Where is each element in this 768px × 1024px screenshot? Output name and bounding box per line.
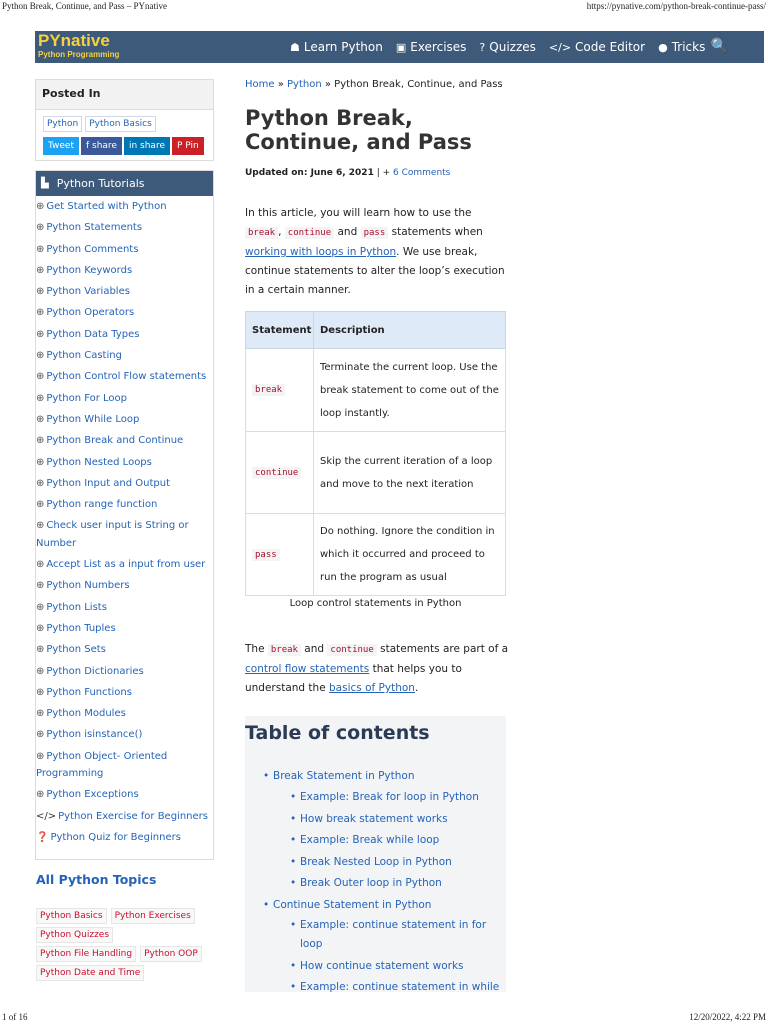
tag-python[interactable]: Python (43, 116, 82, 132)
tutorial-link-label: Python Variables (46, 286, 130, 298)
logo-subtitle: Python Programming (38, 50, 120, 59)
tutorial-link[interactable] (36, 283, 213, 301)
breadcrumb-separator: » (274, 79, 288, 90)
breadcrumb-python[interactable]: Python (287, 79, 322, 90)
arrow-circle-icon: ⊕ (36, 286, 45, 298)
tutorial-link[interactable] (36, 808, 213, 826)
tutorial-link-label: Python For Loop (46, 392, 128, 404)
tutorial-link[interactable] (36, 556, 213, 574)
text: statements when (388, 226, 483, 238)
statement-cell (246, 349, 314, 432)
arrow-circle-icon: ⊕ (36, 222, 45, 234)
text: and (300, 643, 328, 655)
arrow-circle-icon: ⊕ (36, 477, 45, 489)
tutorial-link-label: Python Numbers (46, 580, 130, 592)
tutorial-link-label: Python range function (46, 499, 158, 511)
tutorial-link-label: Python Functions (46, 686, 132, 698)
nav-tricks[interactable] (658, 40, 705, 54)
arrow-circle-icon: ⊕ (36, 435, 45, 447)
tutorials-list (36, 196, 213, 847)
inline-code: continue (285, 227, 334, 239)
nav-label: Tricks (671, 40, 706, 54)
arrow-circle-icon: ⊕ (36, 601, 45, 613)
control-flow-link[interactable]: control flow statements (245, 663, 370, 675)
tutorial-link[interactable] (36, 368, 213, 386)
tutorial-link-label: Accept List as a input from user (46, 559, 206, 571)
loop-control-table (245, 311, 506, 596)
arrow-circle-icon: ⊕ (36, 371, 45, 383)
tutorial-link[interactable] (36, 326, 213, 344)
body-paragraph (245, 640, 510, 698)
meta-separator: | + (373, 168, 393, 178)
tutorial-link-label: Python Sets (46, 644, 106, 656)
linkedin-share-button[interactable]: in share (124, 137, 170, 155)
topics-tags (36, 908, 216, 984)
exercise-icon: ▣ (395, 40, 407, 54)
arrow-circle-icon: ⊕ (36, 644, 45, 656)
text: . We use break, continue statements to alter the loop’s execution in a certain manner. (245, 246, 505, 296)
column-header: Description (314, 312, 506, 349)
tutorial-link[interactable] (36, 786, 213, 804)
tutorial-link-label: Python Operators (46, 307, 135, 319)
toc-subitem[interactable]: • Break Outer loop in Python (263, 873, 503, 895)
code-icon: </> (548, 40, 572, 54)
tutorial-link[interactable] (36, 432, 213, 450)
tutorial-link[interactable] (36, 475, 213, 493)
lightbulb-icon: ● (658, 40, 668, 54)
arrow-circle-icon: ⊕ (36, 580, 45, 592)
nav-menu (290, 31, 718, 63)
tutorial-link-label: Python Data Types (46, 328, 140, 340)
topic-tag[interactable]: Python File Handling (36, 946, 136, 962)
inline-code: continue (327, 644, 376, 656)
breadcrumb (245, 79, 503, 90)
toc-subitem[interactable]: • Example: Break while loop (263, 830, 503, 852)
inline-code: break (252, 384, 285, 396)
site-logo[interactable] (38, 32, 119, 59)
tutorial-link[interactable] (36, 726, 213, 744)
topic-tag[interactable]: Python Exercises (111, 908, 195, 924)
tutorials-heading-label: Python Tutorials (56, 177, 145, 190)
tag-python-basics[interactable]: Python Basics (85, 116, 156, 132)
nav-learn-python[interactable] (290, 40, 383, 54)
topic-tag[interactable]: Python OOP (140, 946, 202, 962)
nav-code-editor[interactable] (549, 40, 645, 54)
tutorial-link[interactable] (36, 198, 213, 216)
nav-label: Exercises (410, 40, 467, 54)
toc-list (263, 766, 503, 999)
tutorial-link-label: Python Object- Oriented Programming (36, 750, 168, 780)
arrow-circle-icon: ⊕ (36, 264, 45, 276)
table-row (246, 432, 506, 514)
tutorial-link[interactable] (36, 577, 213, 595)
inline-code: pass (361, 227, 389, 239)
tutorial-link-label: Python isinstance() (46, 729, 143, 741)
toc-title: Table of contents (245, 722, 430, 744)
topic-tag[interactable]: Python Basics (36, 908, 107, 924)
tutorial-link[interactable] (36, 829, 213, 847)
tutorial-link[interactable] (36, 517, 213, 552)
tutorial-link-label: Python Dictionaries (46, 665, 144, 677)
tutorial-link-label: Python Exceptions (46, 789, 139, 801)
tutorial-link-label: Python Statements (46, 222, 143, 234)
tutorial-link-label: Get Started with Python (46, 201, 167, 212)
facebook-share-button[interactable]: f share (81, 137, 122, 155)
tutorial-link-label: Python Exercise for Beginners (58, 810, 208, 822)
arrow-circle-icon: ⊕ (36, 686, 45, 698)
arrow-circle-icon: ⊕ (36, 789, 45, 801)
tutorials-heading (36, 171, 213, 196)
tutorial-link[interactable] (36, 620, 213, 638)
tutorials-sidebar (35, 170, 214, 860)
loops-link[interactable]: working with loops in Python (245, 246, 397, 258)
toc-item[interactable]: • Break Statement in Python (263, 766, 503, 787)
tutorial-link[interactable] (36, 347, 213, 365)
table-row (246, 349, 506, 432)
print-title: Python Break, Continue, and Pass – PYnative (2, 1, 167, 11)
arrow-circle-icon: ⊕ (36, 520, 45, 532)
tutorial-link[interactable] (36, 748, 213, 783)
text: statements are part of a (376, 643, 509, 655)
text: The (245, 643, 268, 655)
question-circle-icon: ❓ (36, 831, 49, 843)
tutorial-link-label: Check user input is String or Number (36, 520, 189, 549)
search-icon[interactable]: 🔍 (710, 38, 728, 54)
comments-link[interactable]: 6 Comments (393, 168, 451, 178)
statement-cell (246, 432, 314, 514)
description-cell: Terminate the current loop. Use the break statement to come out of the loop instantly. (314, 349, 506, 432)
logo-title: PYnative (38, 31, 110, 50)
toc-subitem[interactable]: • How break statement works (263, 809, 503, 831)
table-of-contents (245, 716, 506, 992)
description-cell: Skip the current iteration of a loop and move to the next iteration (314, 432, 506, 514)
arrow-circle-icon: ⊕ (36, 622, 45, 634)
nav-label: Learn Python (303, 40, 383, 54)
arrow-circle-icon: ⊕ (36, 750, 45, 762)
share-buttons (43, 137, 206, 155)
updated-date: Updated on: June 6, 2021 (245, 168, 374, 178)
tutorial-link-label: Python Lists (46, 601, 107, 613)
inline-code: break (268, 644, 301, 656)
pinterest-pin-button[interactable]: P Pin (172, 137, 204, 155)
statement-cell (246, 514, 314, 596)
all-topics-heading: All Python Topics (36, 872, 157, 887)
question-icon: ? (479, 40, 486, 54)
text: , (278, 226, 285, 238)
topic-tag[interactable]: Python Date and Time (36, 965, 144, 981)
arrow-circle-icon: ⊕ (36, 201, 45, 212)
toc-subitem[interactable]: • Example: continue statement in for loop (263, 916, 503, 954)
tutorial-link[interactable] (36, 496, 213, 514)
article-meta (245, 168, 450, 178)
column-header: Statement (246, 312, 314, 349)
arrow-circle-icon: ⊕ (36, 665, 45, 677)
nav-label: Quizzes (489, 40, 536, 54)
tutorial-link-label: Python Break and Continue (46, 435, 184, 447)
table-header-row (246, 312, 506, 349)
table-caption: Loop control statements in Python (289, 598, 462, 609)
toc-subitem[interactable]: • Break Nested Loop in Python (263, 852, 503, 874)
breadcrumb-home[interactable]: Home (245, 79, 275, 90)
tutorial-link[interactable] (36, 304, 213, 322)
top-navbar (35, 31, 764, 63)
toc-item[interactable]: • Continue Statement in Python (263, 895, 503, 916)
tutorial-link[interactable] (36, 705, 213, 723)
tutorial-link-label: Python Nested Loops (46, 456, 152, 468)
arrow-circle-icon: ⊕ (36, 499, 45, 511)
posted-in-box (35, 79, 214, 161)
nav-exercises[interactable] (396, 40, 467, 54)
tutorial-link[interactable] (36, 241, 213, 259)
tutorial-link[interactable] (36, 454, 213, 472)
arrow-circle-icon: ⊕ (36, 413, 45, 425)
toc-subitem[interactable]: • Example: continue statement in while (263, 977, 503, 999)
basics-link[interactable]: basics of Python (329, 682, 415, 694)
tutorial-link-label: Python Comments (46, 243, 139, 255)
tutorial-link[interactable] (36, 411, 213, 429)
tutorial-link[interactable] (36, 684, 213, 702)
nav-label: Code Editor (575, 40, 646, 54)
posted-in-heading: Posted In (36, 80, 213, 110)
toc-subitem[interactable]: • Example: Break for loop in Python (263, 787, 503, 809)
posted-in-tags (43, 116, 159, 132)
intro-paragraph (245, 204, 510, 300)
tweet-button[interactable]: Tweet (43, 137, 79, 155)
toc-subitem[interactable]: • How continue statement works (263, 956, 503, 978)
python-icon: ☗ (290, 40, 300, 54)
print-header (0, 0, 768, 14)
tutorial-link[interactable] (36, 641, 213, 659)
text: In this article, you will learn how to use the (245, 207, 472, 219)
code-icon: </> (36, 810, 57, 822)
description-cell: Do nothing. Ignore the condition in which it occurred and proceed to run the program as usual (314, 514, 506, 596)
page-number: 1 of 16 (2, 1012, 28, 1022)
tutorial-link-label: Python While Loop (46, 413, 140, 425)
arrow-circle-icon: ⊕ (36, 392, 45, 404)
print-footer (0, 1010, 768, 1024)
tutorial-link[interactable] (36, 262, 213, 280)
tutorial-link-label: Python Quiz for Beginners (50, 831, 181, 843)
topic-tag[interactable]: Python Quizzes (36, 927, 113, 943)
arrow-circle-icon: ⊕ (36, 456, 45, 468)
inline-code: pass (252, 549, 280, 561)
inline-code: break (245, 227, 278, 239)
tutorial-link[interactable] (36, 219, 213, 237)
tutorial-link[interactable] (36, 599, 213, 617)
nav-quizzes[interactable] (479, 40, 535, 54)
text: . (414, 682, 419, 694)
table-row (246, 514, 506, 596)
print-datetime: 12/20/2022, 4:22 PM (689, 1012, 766, 1022)
arrow-circle-icon: ⊕ (36, 328, 45, 340)
tutorial-link-label: Python Modules (46, 708, 126, 720)
tutorial-link[interactable] (36, 390, 213, 408)
page-title: Python Break, Continue, and Pass (245, 106, 472, 154)
print-url: https://pynative.com/python-break-continue-pass/ (586, 1, 766, 11)
book-icon: ▙ (41, 178, 49, 189)
breadcrumb-current: Python Break, Continue, and Pass (334, 79, 503, 90)
arrow-circle-icon: ⊕ (36, 559, 45, 571)
tutorial-link-label: Python Input and Output (46, 477, 171, 489)
text: and (334, 226, 361, 238)
inline-code: continue (252, 467, 301, 479)
arrow-circle-icon: ⊕ (36, 350, 45, 362)
tutorial-link-label: Python Casting (46, 350, 122, 362)
arrow-circle-icon: ⊕ (36, 708, 45, 720)
breadcrumb-separator: » (321, 79, 335, 90)
tutorial-link-label: Python Control Flow statements (46, 371, 207, 383)
tutorial-link[interactable] (36, 663, 213, 681)
tutorial-link-label: Python Keywords (46, 264, 133, 276)
arrow-circle-icon: ⊕ (36, 243, 45, 255)
text: that helps you to understand the (245, 663, 462, 694)
tutorial-link-label: Python Tuples (46, 622, 116, 634)
arrow-circle-icon: ⊕ (36, 307, 45, 319)
arrow-circle-icon: ⊕ (36, 729, 45, 741)
